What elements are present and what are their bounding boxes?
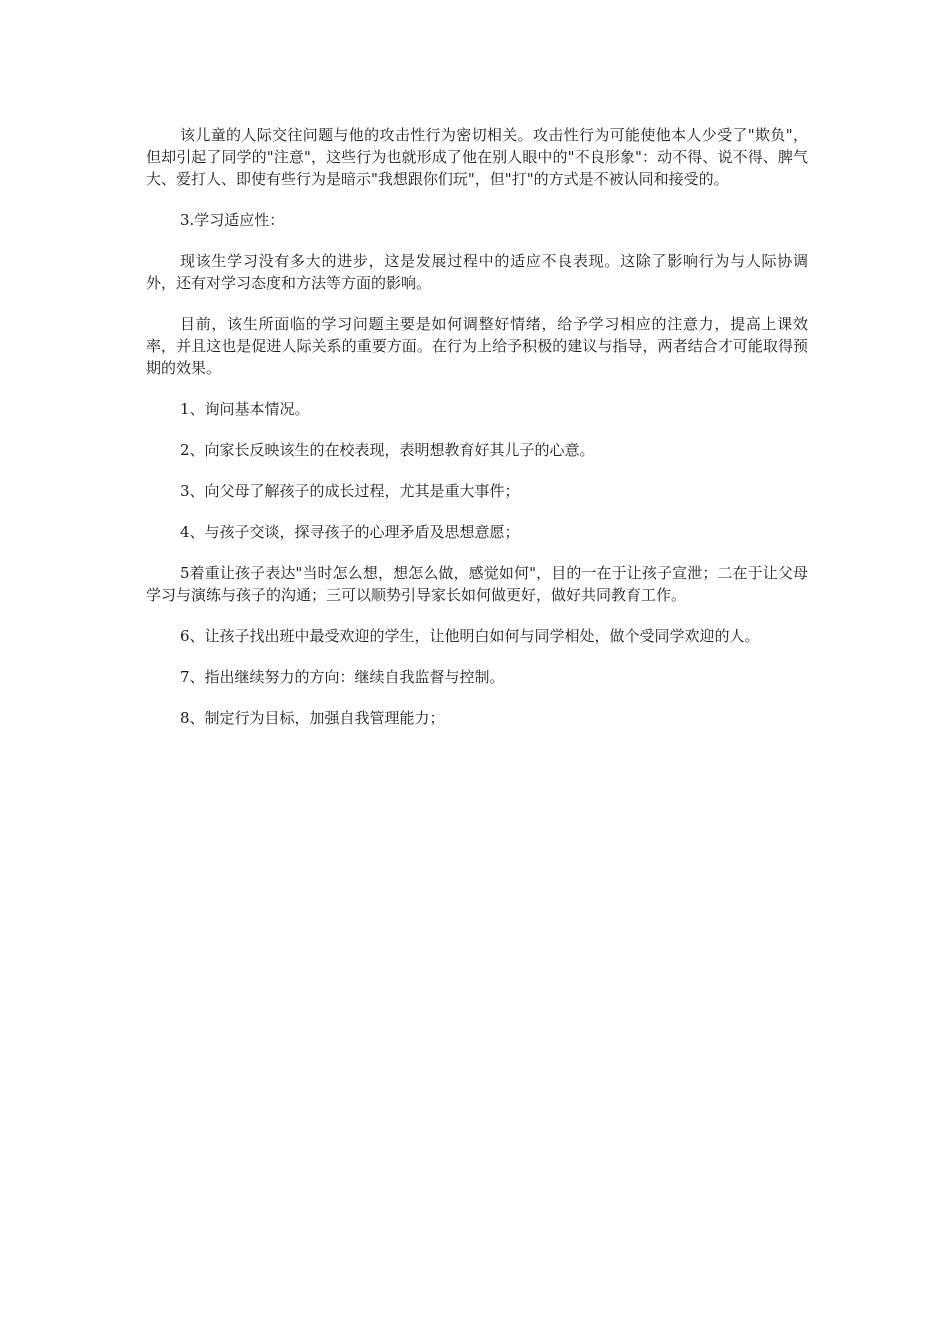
paragraph-interpersonal: 该儿童的人际交往问题与他的攻击性行为密切相关。攻击性行为可能使他本人少受了"欺负"，但却引起了同学的"注意"，这些行为也就形成了他在别人眼中的"不良形象"：动不得、说不得、脾气大、爱打人、即使有些行为是暗示"我想跟你们玩"，但"打"的方式是不被认同和接受的。	[146, 126, 808, 188]
list-item-1: 1、询问基本情况。	[180, 400, 310, 418]
paragraph-learning-progress: 现该生学习没有多大的进步，这是发展过程中的适应不良表现。这除了影响行为与人际协调外，还有对学习态度和方法等方面的影响。	[146, 252, 808, 292]
list-item-8: 8、制定行为目标，加强自我管理能力；	[180, 709, 445, 727]
list-item-3: 3、向父母了解孩子的成长过程，尤其是重大事件；	[180, 482, 520, 500]
list-item-6: 6、让孩子找出班中最受欢迎的学生，让他明白如何与同学相处，做个受同学欢迎的人。	[180, 627, 760, 645]
paragraph-current-problem: 目前，该生所面临的学习问题主要是如何调整好情绪，给予学习相应的注意力，提高上课效率，并且这也是促进人际关系的重要方面。在行为上给予积极的建议与指导，两者结合才可能取得预期的效果。	[146, 315, 808, 377]
list-item-2: 2、向家长反映该生的在校表现，表明想教育好其儿子的心意。	[180, 441, 595, 459]
document-body	[146, 124, 808, 748]
list-item-7: 7、指出继续努力的方向：继续自我监督与控制。	[180, 668, 505, 686]
list-item-5: 5着重让孩子表达"当时怎么想，想怎么做，感觉如何"，目的一在于让孩子宣泄；二在于让父母学习与演练与孩子的沟通；三可以顺势引导家长如何做更好，做好共同教育工作。	[146, 564, 808, 604]
list-item-4: 4、与孩子交谈，探寻孩子的心理矛盾及思想意愿；	[180, 523, 520, 541]
section-heading-learning-adaptation: 3.学习适应性：	[180, 211, 285, 229]
